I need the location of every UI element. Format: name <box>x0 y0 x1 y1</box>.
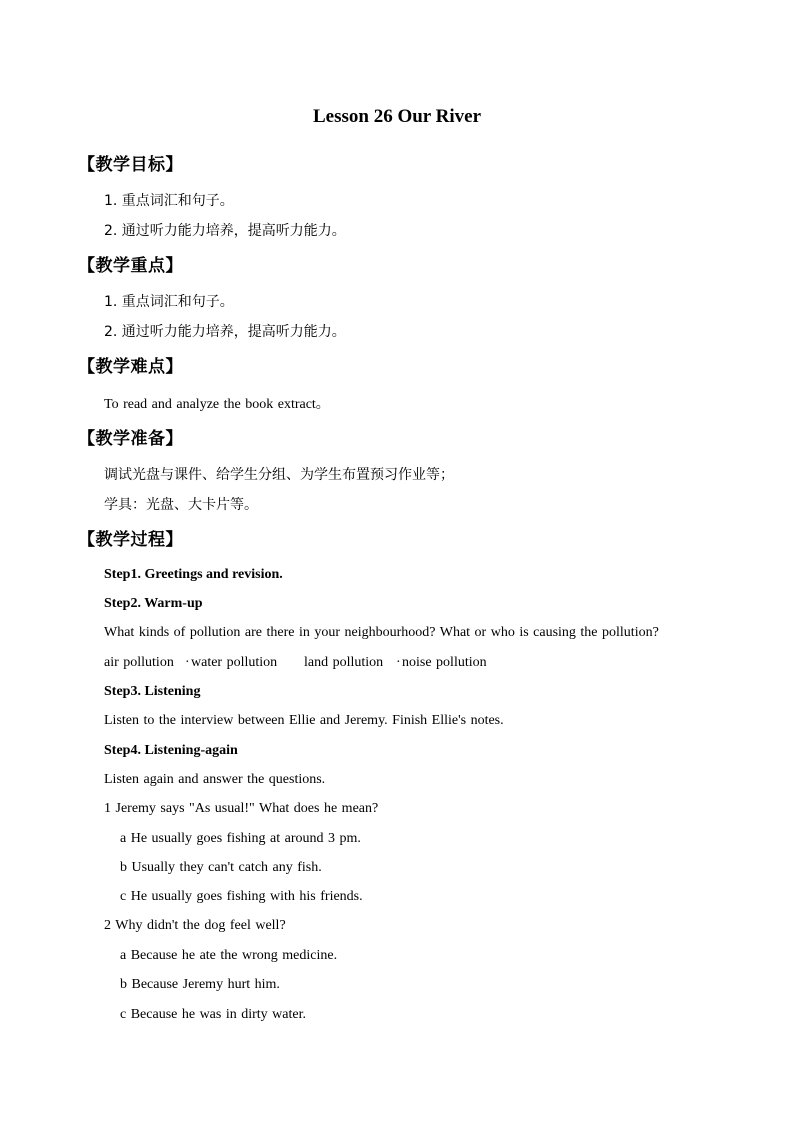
question-1-option-c: c He usually goes fishing with his friends. <box>120 889 363 904</box>
preparation-line-2: 学具：光盘、大卡片等。 <box>104 497 258 513</box>
section-heading-preparation: 【教学准备】 <box>78 429 183 449</box>
question-1-option-b: b Usually they can't catch any fish. <box>120 860 322 875</box>
question-2-option-b: b Because Jeremy hurt him. <box>120 977 280 992</box>
dot-separator: · <box>396 655 401 670</box>
step4-title: Step4. Listening-again <box>104 743 238 758</box>
preparation-line-1: 调试光盘与课件、给学生分组、为学生布置预习作业等； <box>104 467 454 483</box>
key-point-item-1: 1. 重点词汇和句子。 <box>104 294 234 310</box>
question-2-option-a: a Because he ate the wrong medicine. <box>120 948 338 963</box>
question-2-option-c: c Because he was in dirty water. <box>120 1007 306 1022</box>
objective-item-1: 1. 重点词汇和句子。 <box>104 193 234 209</box>
page-title: Lesson 26 Our River <box>312 106 481 127</box>
step2-question: What kinds of pollution are there in your neighbourhood? What or who is causing the pollution? <box>104 625 659 640</box>
section-heading-process: 【教学过程】 <box>78 530 183 550</box>
question-2: 2 Why didn't the dog feel well? <box>104 918 286 933</box>
step2-title: Step2. Warm-up <box>104 596 203 611</box>
pollution-water: water pollution <box>191 655 278 670</box>
question-1-option-a: a He usually goes fishing at around 3 pm. <box>120 831 361 846</box>
step1-title: Step1. Greetings and revision. <box>104 567 283 582</box>
question-1: 1 Jeremy says "As usual!" What does he mean? <box>104 801 379 816</box>
dot-separator: · <box>185 655 190 670</box>
section-heading-key-points: 【教学重点】 <box>78 256 183 276</box>
pollution-air: air pollution <box>104 655 174 670</box>
section-heading-difficulties: 【教学难点】 <box>78 357 183 377</box>
step4-text: Listen again and answer the questions. <box>104 772 326 787</box>
pollution-noise: noise pollution <box>402 655 487 670</box>
difficulty-text: To read and analyze the book extract。 <box>104 397 330 412</box>
pollution-land: land pollution <box>304 655 384 670</box>
section-heading-objectives: 【教学目标】 <box>78 155 183 175</box>
step3-title: Step3. Listening <box>104 684 201 699</box>
step3-text: Listen to the interview between Ellie and Jeremy. Finish Ellie's notes. <box>104 713 504 728</box>
key-point-item-2: 2. 通过听力能力培养，提高听力能力。 <box>104 324 346 340</box>
objective-item-2: 2. 通过听力能力培养，提高听力能力。 <box>104 223 346 239</box>
